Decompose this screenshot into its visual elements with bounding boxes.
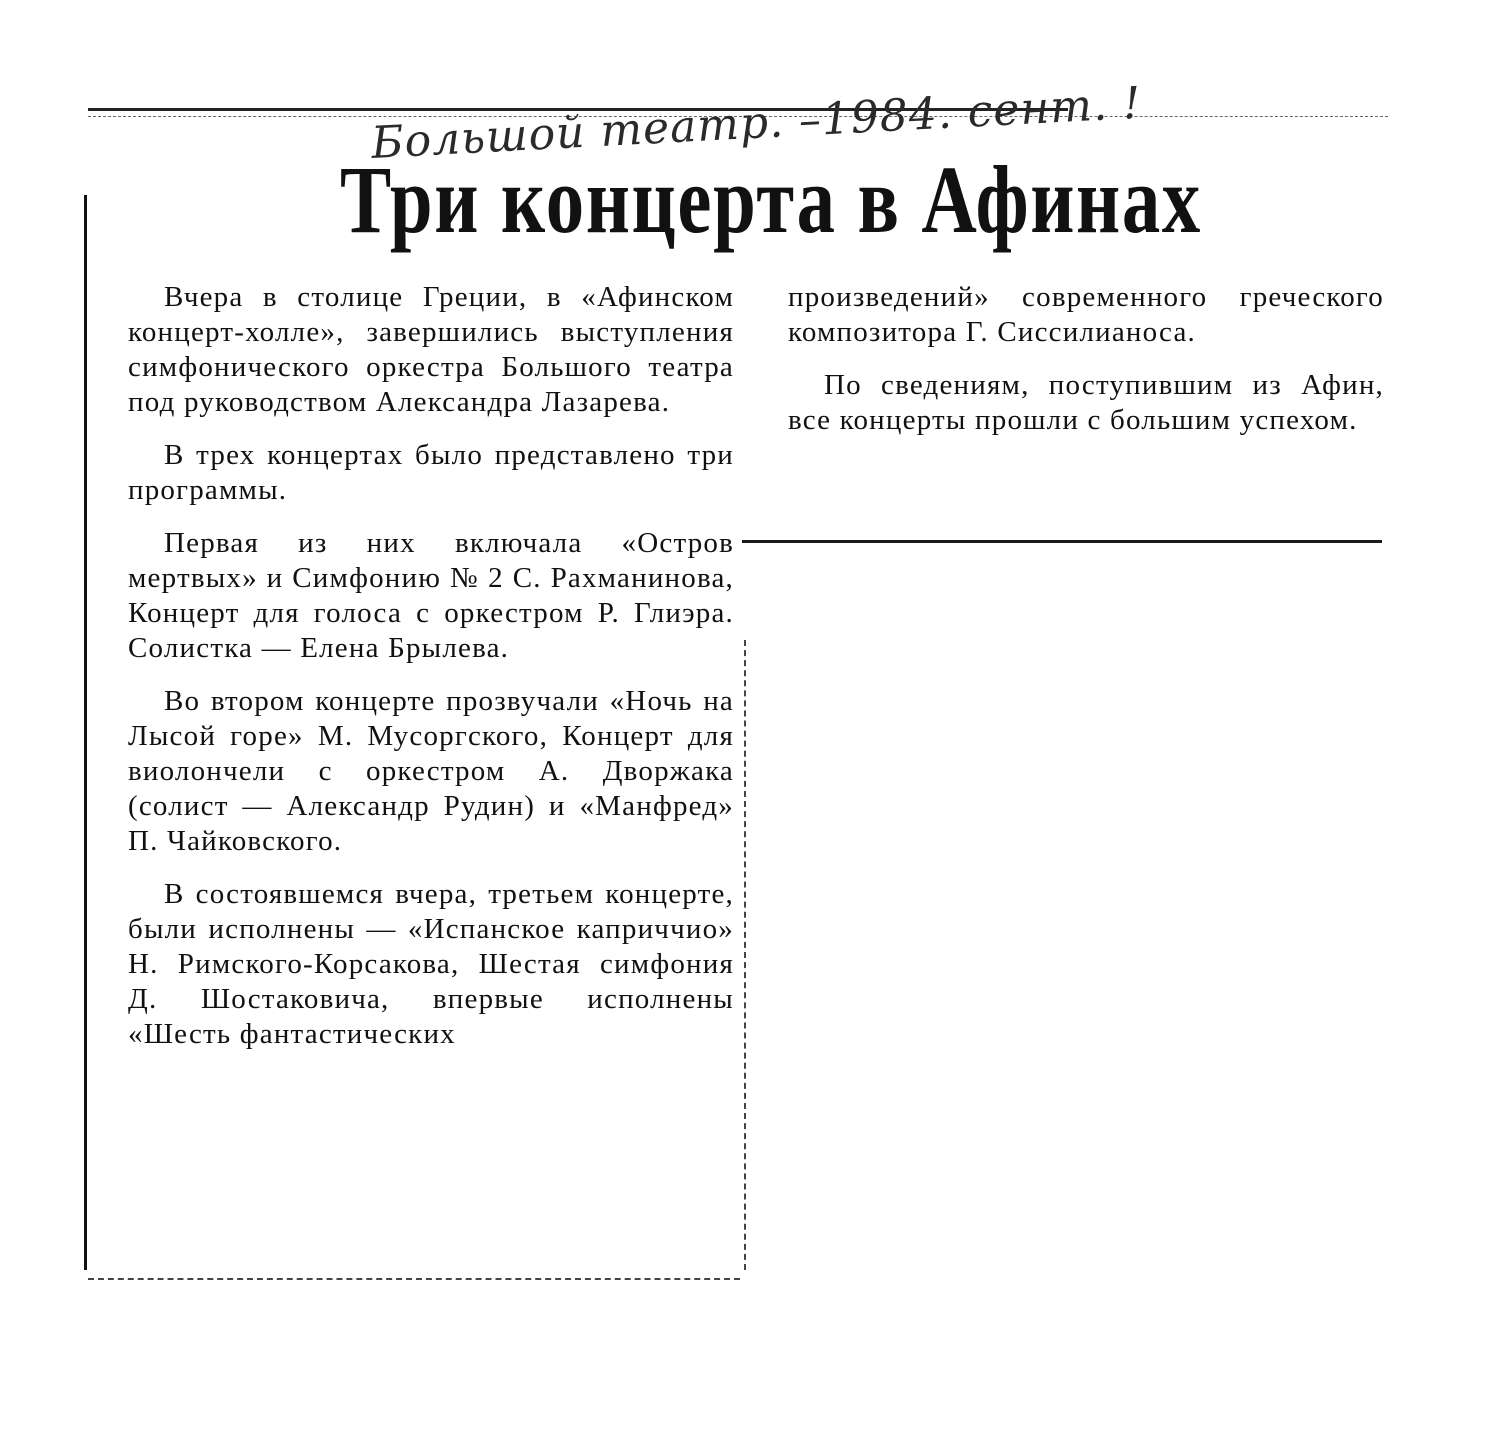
paragraph-2: В трех концертах было представлено три программы. xyxy=(128,439,734,506)
article-headline: Три концерта в Афинах xyxy=(340,146,1202,253)
paragraph-1: Вчера в столице Греции, в «Афинском концерт-холле», завершились выступления симфонического оркестра Большого театра под руководством Александра Лазарева. xyxy=(128,281,734,418)
left-border-line xyxy=(84,195,87,1270)
right-column-bottom-rule xyxy=(742,540,1382,543)
left-column xyxy=(128,280,734,1070)
handwritten-annotation: Большой театр. –1984. сент. ! xyxy=(370,77,1143,169)
column-divider-line xyxy=(744,640,746,1270)
paragraph-4: Во втором концерте прозвучали «Ночь на Лысой горе» М. Мусоргского, Концерт для виолончели с оркестром А. Дворжака (солист — Александр Рудин) и «Манфред» П. Чайковского. xyxy=(128,685,734,857)
bottom-border-rule xyxy=(88,1278,740,1280)
paragraph-6-continued: произведений» современного греческого композитора Г. Сиссилианоса. xyxy=(788,281,1384,348)
paragraph-5: В состоявшемся вчера, третьем концерте, были исполнены — «Испанское каприччио» Н. Римского-Корсакова, Шестая симфония Д. Шостаковича, впервые исполнены «Шесть фантастических xyxy=(128,878,734,1050)
paragraph-3: Первая из них включала «Остров мертвых» и Симфонию № 2 С. Рахманинова, Концерт для голоса с оркестром Р. Глиэра. Солистка — Елена Брылева. xyxy=(128,527,734,664)
paragraph-7: По сведениям, поступившим из Афин, все концерты прошли с большим успехом. xyxy=(788,369,1384,436)
right-column xyxy=(788,280,1384,456)
